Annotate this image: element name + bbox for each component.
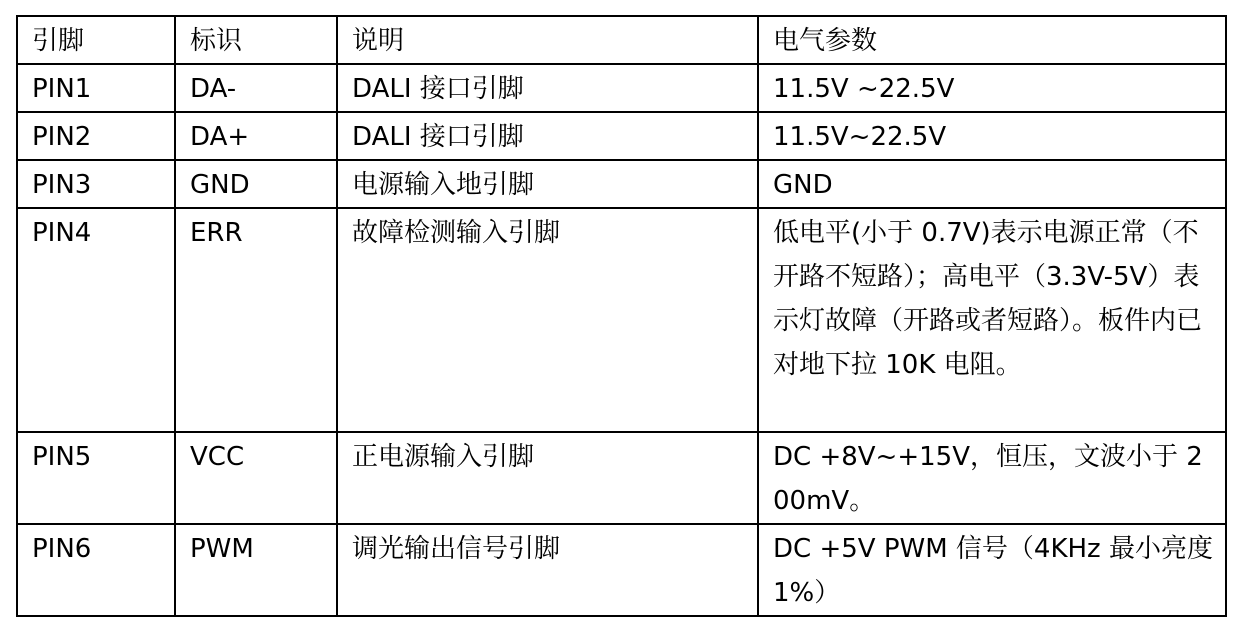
table-row [17,112,1226,160]
pin-cell: PIN4 [17,208,175,432]
desc-cell: DALI 接口引脚 [337,112,758,160]
label-cell: DA- [175,64,337,112]
desc-cell: 电源输入地引脚 [337,160,758,208]
desc-cell: DALI 接口引脚 [337,64,758,112]
label-cell: PWM [175,524,337,616]
param-cell: GND [758,160,1226,208]
pin-cell: PIN5 [17,432,175,524]
param-cell: 低电平(小于 0.7V)表示电源正常（不开路不短路）；高电平（3.3V-5V）表示灯故障（开路或者短路）。板件内已对地下拉 10K 电阻。 [758,208,1226,432]
table-row [17,432,1226,524]
table-row [17,160,1226,208]
label-cell: DA+ [175,112,337,160]
label-cell: VCC [175,432,337,524]
pin-table [16,15,1227,617]
label-cell: GND [175,160,337,208]
param-cell: DC +8V~+15V，恒压，文波小于 200mV。 [758,432,1226,524]
param-cell: 11.5V ~22.5V [758,64,1226,112]
table-row [17,208,1226,432]
header-desc: 说明 [337,16,758,64]
header-pin: 引脚 [17,16,175,64]
pin-cell: PIN6 [17,524,175,616]
header-label: 标识 [175,16,337,64]
table-row [17,64,1226,112]
pin-cell: PIN1 [17,64,175,112]
desc-cell: 故障检测输入引脚 [337,208,758,432]
pin-cell: PIN2 [17,112,175,160]
header-row [17,16,1226,64]
pin-cell: PIN3 [17,160,175,208]
param-cell: 11.5V~22.5V [758,112,1226,160]
header-param: 电气参数 [758,16,1226,64]
desc-cell: 正电源输入引脚 [337,432,758,524]
table-row [17,524,1226,616]
label-cell: ERR [175,208,337,432]
param-cell: DC +5V PWM 信号（4KHz 最小亮度 1%） [758,524,1226,616]
desc-cell: 调光输出信号引脚 [337,524,758,616]
